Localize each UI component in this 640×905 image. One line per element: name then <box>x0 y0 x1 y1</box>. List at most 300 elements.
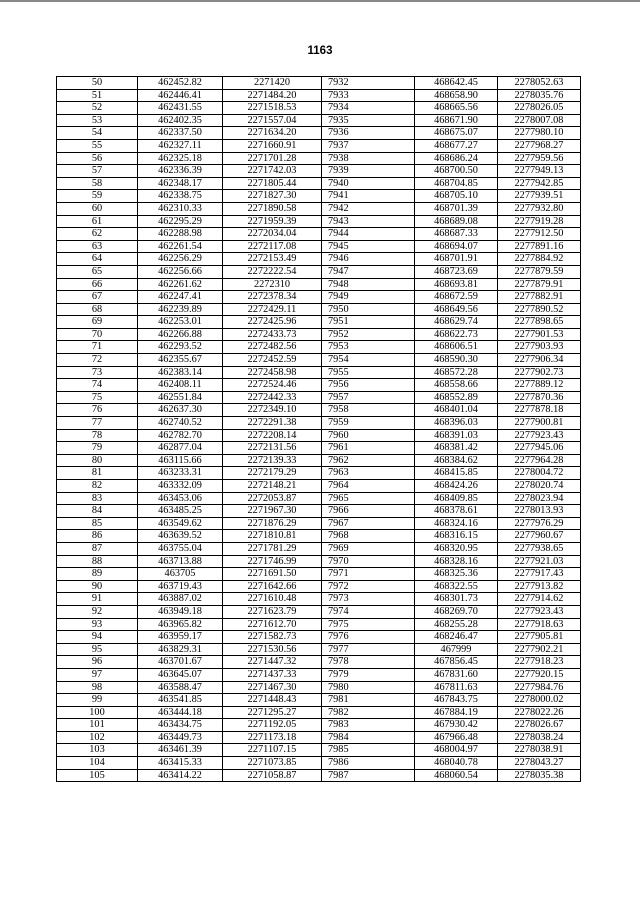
table-cell: 462383.14 <box>138 366 223 379</box>
table-cell: 463415.33 <box>138 757 223 770</box>
table-cell: 2278020.74 <box>498 480 581 493</box>
table-cell: 2272148.21 <box>223 480 322 493</box>
table-row <box>57 228 581 241</box>
table-cell: 468701.39 <box>415 202 498 215</box>
table-cell: 2271876.29 <box>223 517 322 530</box>
table-cell: 2277964.28 <box>498 454 581 467</box>
table-cell: 2278026.05 <box>498 102 581 115</box>
table-cell: 7978 <box>322 656 415 669</box>
table-cell: 2271634.20 <box>223 127 322 140</box>
table-cell: 7976 <box>322 631 415 644</box>
table-cell: 7960 <box>322 429 415 442</box>
table-cell: 468301.73 <box>415 593 498 606</box>
table-cell: 73 <box>57 366 138 379</box>
table-cell: 2277921.03 <box>498 555 581 568</box>
table-cell: 79 <box>57 442 138 455</box>
table-cell: 97 <box>57 668 138 681</box>
table-cell: 462261.62 <box>138 278 223 291</box>
table-cell: 92 <box>57 605 138 618</box>
table-cell: 468322.55 <box>415 580 498 593</box>
table-cell: 7967 <box>322 517 415 530</box>
table-cell: 2272442.33 <box>223 391 322 404</box>
table-cell: 463434.75 <box>138 719 223 732</box>
table-cell: 2277902.73 <box>498 366 581 379</box>
table-cell: 462431.55 <box>138 102 223 115</box>
table-cell: 462446.41 <box>138 89 223 102</box>
table-row <box>57 467 581 480</box>
table-cell: 2277901.53 <box>498 328 581 341</box>
table-row <box>57 190 581 203</box>
table-cell: 2278004.72 <box>498 467 581 480</box>
table-cell: 468381.42 <box>415 442 498 455</box>
table-cell: 2271192.05 <box>223 719 322 732</box>
table-cell: 468552.89 <box>415 391 498 404</box>
table-cell: 468391.03 <box>415 429 498 442</box>
table-cell: 468671.90 <box>415 114 498 127</box>
table-cell: 463461.39 <box>138 744 223 757</box>
table-cell: 468255.28 <box>415 618 498 631</box>
table-cell: 2277900.81 <box>498 417 581 430</box>
table-cell: 2272349.10 <box>223 404 322 417</box>
table-cell: 7941 <box>322 190 415 203</box>
table-cell: 7947 <box>322 265 415 278</box>
table-cell: 462408.11 <box>138 379 223 392</box>
table-cell: 95 <box>57 643 138 656</box>
table-cell: 2278035.76 <box>498 89 581 102</box>
table-cell: 2271467.30 <box>223 681 322 694</box>
table-cell: 7984 <box>322 731 415 744</box>
table-cell: 2277890.52 <box>498 303 581 316</box>
table-cell: 7949 <box>322 291 415 304</box>
table-cell: 72 <box>57 354 138 367</box>
table-cell: 86 <box>57 530 138 543</box>
table-cell: 65 <box>57 265 138 278</box>
table-cell: 100 <box>57 706 138 719</box>
table-cell: 7948 <box>322 278 415 291</box>
table-row <box>57 379 581 392</box>
table-cell: 468424.26 <box>415 480 498 493</box>
table-cell: 462239.89 <box>138 303 223 316</box>
table-cell: 7985 <box>322 744 415 757</box>
table-cell: 68 <box>57 303 138 316</box>
coordinates-table <box>56 76 581 782</box>
table-cell: 463541.85 <box>138 694 223 707</box>
table-cell: 7966 <box>322 505 415 518</box>
table-row <box>57 177 581 190</box>
table-cell: 7987 <box>322 769 415 782</box>
table-row <box>57 530 581 543</box>
table-row <box>57 757 581 770</box>
table-cell: 2277870.36 <box>498 391 581 404</box>
table-cell: 2277960.67 <box>498 530 581 543</box>
table-row <box>57 391 581 404</box>
table-cell: 59 <box>57 190 138 203</box>
table-cell: 2277939.51 <box>498 190 581 203</box>
table-cell: 2278035.38 <box>498 769 581 782</box>
table-cell: 462355.67 <box>138 354 223 367</box>
table-cell: 2277913.82 <box>498 580 581 593</box>
table-row <box>57 505 581 518</box>
table-cell: 7954 <box>322 354 415 367</box>
table-cell: 2277906.34 <box>498 354 581 367</box>
table-cell: 463705 <box>138 568 223 581</box>
table-row <box>57 769 581 782</box>
table-cell: 2272482.56 <box>223 341 322 354</box>
table-cell: 51 <box>57 89 138 102</box>
table-cell: 468672.59 <box>415 291 498 304</box>
table-cell: 87 <box>57 542 138 555</box>
table-cell: 7953 <box>322 341 415 354</box>
table-cell: 2272458.98 <box>223 366 322 379</box>
table-row <box>57 354 581 367</box>
table-cell: 2271742.03 <box>223 165 322 178</box>
table-row <box>57 114 581 127</box>
table-row <box>57 517 581 530</box>
table-cell: 2271437.33 <box>223 668 322 681</box>
table-cell: 468649.56 <box>415 303 498 316</box>
table-cell: 7940 <box>322 177 415 190</box>
table-cell: 84 <box>57 505 138 518</box>
table-cell: 2272153.49 <box>223 253 322 266</box>
table-cell: 2272208.14 <box>223 429 322 442</box>
table-cell: 2272034.04 <box>223 228 322 241</box>
table-cell: 2277923.43 <box>498 605 581 618</box>
table-cell: 54 <box>57 127 138 140</box>
table-cell: 468328.16 <box>415 555 498 568</box>
table-cell: 98 <box>57 681 138 694</box>
table-cell: 467884.19 <box>415 706 498 719</box>
table-cell: 7957 <box>322 391 415 404</box>
table-cell: 463588.47 <box>138 681 223 694</box>
table-cell: 463713.88 <box>138 555 223 568</box>
table-cell: 60 <box>57 202 138 215</box>
table-cell: 61 <box>57 215 138 228</box>
table-cell: 2272131.56 <box>223 442 322 455</box>
table-cell: 74 <box>57 379 138 392</box>
table-row <box>57 631 581 644</box>
table-cell: 468705.10 <box>415 190 498 203</box>
table-cell: 468701.91 <box>415 253 498 266</box>
table-row <box>57 454 581 467</box>
table-cell: 2271691.50 <box>223 568 322 581</box>
table-cell: 7937 <box>322 139 415 152</box>
table-cell: 2271557.04 <box>223 114 322 127</box>
table-cell: 2277949.13 <box>498 165 581 178</box>
table-cell: 7970 <box>322 555 415 568</box>
table-cell: 2271610.48 <box>223 593 322 606</box>
table-cell: 2271447.32 <box>223 656 322 669</box>
table-row <box>57 328 581 341</box>
table-cell: 462452.82 <box>138 77 223 90</box>
table-cell: 64 <box>57 253 138 266</box>
table-cell: 468723.69 <box>415 265 498 278</box>
table-cell: 2271810.81 <box>223 530 322 543</box>
table-cell: 7952 <box>322 328 415 341</box>
table-cell: 2271967.30 <box>223 505 322 518</box>
table-cell: 468689.08 <box>415 215 498 228</box>
table-cell: 2271484.20 <box>223 89 322 102</box>
table-cell: 462288.98 <box>138 228 223 241</box>
table-row <box>57 555 581 568</box>
table-cell: 468590.30 <box>415 354 498 367</box>
table-row <box>57 706 581 719</box>
table-cell: 7945 <box>322 240 415 253</box>
table-cell: 462325.18 <box>138 152 223 165</box>
table-cell: 2278052.63 <box>498 77 581 90</box>
table-cell: 101 <box>57 719 138 732</box>
table-row <box>57 253 581 266</box>
table-cell: 2278007.08 <box>498 114 581 127</box>
table-row <box>57 656 581 669</box>
table-cell: 96 <box>57 656 138 669</box>
table-cell: 2272310 <box>223 278 322 291</box>
table-cell: 2271530.56 <box>223 643 322 656</box>
table-cell: 467831.60 <box>415 668 498 681</box>
table-cell: 468320.95 <box>415 542 498 555</box>
table-cell: 463829.31 <box>138 643 223 656</box>
table-cell: 78 <box>57 429 138 442</box>
table-cell: 462637.30 <box>138 404 223 417</box>
table-cell: 2272053.87 <box>223 492 322 505</box>
table-cell: 7986 <box>322 757 415 770</box>
table-cell: 2277914.62 <box>498 593 581 606</box>
table-row <box>57 618 581 631</box>
table-cell: 2271890.58 <box>223 202 322 215</box>
table-cell: 467930.42 <box>415 719 498 732</box>
table-row <box>57 593 581 606</box>
table-cell: 468558.66 <box>415 379 498 392</box>
table-cell: 53 <box>57 114 138 127</box>
table-cell: 2271582.73 <box>223 631 322 644</box>
coordinates-table-body <box>57 77 581 782</box>
table-row <box>57 291 581 304</box>
table-cell: 105 <box>57 769 138 782</box>
table-cell: 2271612.70 <box>223 618 322 631</box>
table-cell: 7968 <box>322 530 415 543</box>
table-cell: 2278013.93 <box>498 505 581 518</box>
table-row <box>57 643 581 656</box>
table-cell: 2277902.21 <box>498 643 581 656</box>
table-cell: 7963 <box>322 467 415 480</box>
table-row <box>57 681 581 694</box>
table-cell: 2277879.91 <box>498 278 581 291</box>
table-cell: 2277884.92 <box>498 253 581 266</box>
table-cell: 7962 <box>322 454 415 467</box>
table-cell: 2271420 <box>223 77 322 90</box>
table-cell: 7974 <box>322 605 415 618</box>
table-row <box>57 429 581 442</box>
table-cell: 463719.43 <box>138 580 223 593</box>
table-cell: 76 <box>57 404 138 417</box>
table-cell: 462327.11 <box>138 139 223 152</box>
table-cell: 468060.54 <box>415 769 498 782</box>
table-cell: 7965 <box>322 492 415 505</box>
top-border <box>0 0 640 2</box>
table-row <box>57 605 581 618</box>
table-cell: 2272117.08 <box>223 240 322 253</box>
table-cell: 2277980.10 <box>498 127 581 140</box>
table-cell: 70 <box>57 328 138 341</box>
table-row <box>57 694 581 707</box>
table-row <box>57 744 581 757</box>
table-cell: 463485.25 <box>138 505 223 518</box>
table-cell: 67 <box>57 291 138 304</box>
table-cell: 462247.41 <box>138 291 223 304</box>
table-cell: 77 <box>57 417 138 430</box>
table-cell: 468694.07 <box>415 240 498 253</box>
table-cell: 468316.15 <box>415 530 498 543</box>
table-cell: 468396.03 <box>415 417 498 430</box>
table-cell: 2277898.65 <box>498 316 581 329</box>
table-cell: 467843.75 <box>415 694 498 707</box>
table-row <box>57 77 581 90</box>
table-cell: 462310.33 <box>138 202 223 215</box>
table-cell: 7951 <box>322 316 415 329</box>
table-cell: 7934 <box>322 102 415 115</box>
table-cell: 2277919.28 <box>498 215 581 228</box>
table-cell: 2277917.43 <box>498 568 581 581</box>
table-cell: 462348.17 <box>138 177 223 190</box>
table-cell: 468409.85 <box>415 492 498 505</box>
table-cell: 468675.07 <box>415 127 498 140</box>
table-cell: 2277912.50 <box>498 228 581 241</box>
table-row <box>57 341 581 354</box>
table-cell: 468004.97 <box>415 744 498 757</box>
table-row <box>57 731 581 744</box>
table-cell: 2277976.29 <box>498 517 581 530</box>
table-cell: 467966.48 <box>415 731 498 744</box>
table-cell: 2271660.91 <box>223 139 322 152</box>
table-cell: 462551.84 <box>138 391 223 404</box>
table-row <box>57 580 581 593</box>
table-cell: 7933 <box>322 89 415 102</box>
table-row <box>57 480 581 493</box>
table-cell: 57 <box>57 165 138 178</box>
table-cell: 463965.82 <box>138 618 223 631</box>
table-cell: 7932 <box>322 77 415 90</box>
table-cell: 462877.04 <box>138 442 223 455</box>
table-row <box>57 417 581 430</box>
table-cell: 462338.75 <box>138 190 223 203</box>
table-cell: 7961 <box>322 442 415 455</box>
table-cell: 7959 <box>322 417 415 430</box>
table-row <box>57 215 581 228</box>
table-cell: 7950 <box>322 303 415 316</box>
table-cell: 462293.52 <box>138 341 223 354</box>
table-row <box>57 202 581 215</box>
table-cell: 2277984.76 <box>498 681 581 694</box>
table-cell: 7944 <box>322 228 415 241</box>
table-cell: 468629.74 <box>415 316 498 329</box>
table-cell: 463887.02 <box>138 593 223 606</box>
table-cell: 52 <box>57 102 138 115</box>
table-cell: 468572.28 <box>415 366 498 379</box>
table-cell: 7964 <box>322 480 415 493</box>
table-cell: 2277889.12 <box>498 379 581 392</box>
table-cell: 462256.66 <box>138 265 223 278</box>
table-cell: 462402.35 <box>138 114 223 127</box>
table-cell: 2271781.29 <box>223 542 322 555</box>
table-cell: 7938 <box>322 152 415 165</box>
table-cell: 2278043.27 <box>498 757 581 770</box>
table-cell: 463755.04 <box>138 542 223 555</box>
table-cell: 2277920.15 <box>498 668 581 681</box>
table-cell: 462782.70 <box>138 429 223 442</box>
table-row <box>57 152 581 165</box>
table-row <box>57 668 581 681</box>
table-cell: 50 <box>57 77 138 90</box>
table-cell: 7980 <box>322 681 415 694</box>
table-cell: 7971 <box>322 568 415 581</box>
table-cell: 462295.29 <box>138 215 223 228</box>
table-cell: 2271448.43 <box>223 694 322 707</box>
table-cell: 468704.85 <box>415 177 498 190</box>
table-row <box>57 89 581 102</box>
table-cell: 2271827.30 <box>223 190 322 203</box>
table-cell: 468687.33 <box>415 228 498 241</box>
table-cell: 463115.66 <box>138 454 223 467</box>
table-cell: 468665.56 <box>415 102 498 115</box>
table-cell: 468622.73 <box>415 328 498 341</box>
table-cell: 91 <box>57 593 138 606</box>
table-cell: 2272524.46 <box>223 379 322 392</box>
table-cell: 2271959.39 <box>223 215 322 228</box>
table-cell: 463332.09 <box>138 480 223 493</box>
table-cell: 58 <box>57 177 138 190</box>
table-cell: 2277923.43 <box>498 429 581 442</box>
table-row <box>57 492 581 505</box>
table-cell: 468606.51 <box>415 341 498 354</box>
table-cell: 7958 <box>322 404 415 417</box>
table-cell: 463645.07 <box>138 668 223 681</box>
table-cell: 83 <box>57 492 138 505</box>
table-row <box>57 442 581 455</box>
table-cell: 468693.81 <box>415 278 498 291</box>
table-cell: 99 <box>57 694 138 707</box>
table-cell: 468415.85 <box>415 467 498 480</box>
table-row <box>57 102 581 115</box>
table-cell: 2278038.24 <box>498 731 581 744</box>
table-row <box>57 404 581 417</box>
table-cell: 462266.88 <box>138 328 223 341</box>
table-cell: 75 <box>57 391 138 404</box>
table-cell: 2277938.65 <box>498 542 581 555</box>
table-cell: 2272222.54 <box>223 265 322 278</box>
table-row <box>57 568 581 581</box>
table-cell: 2277918.63 <box>498 618 581 631</box>
table-cell: 2271073.85 <box>223 757 322 770</box>
table-cell: 463233.31 <box>138 467 223 480</box>
table-cell: 2272452.59 <box>223 354 322 367</box>
table-cell: 468246.47 <box>415 631 498 644</box>
table-cell: 2277879.59 <box>498 265 581 278</box>
table-cell: 2272179.29 <box>223 467 322 480</box>
table-cell: 7982 <box>322 706 415 719</box>
table-cell: 2272433.73 <box>223 328 322 341</box>
table-cell: 468658.90 <box>415 89 498 102</box>
table-cell: 2277942.85 <box>498 177 581 190</box>
table-row <box>57 303 581 316</box>
table-cell: 2271173.18 <box>223 731 322 744</box>
table-cell: 93 <box>57 618 138 631</box>
table-cell: 88 <box>57 555 138 568</box>
table-cell: 467999 <box>415 643 498 656</box>
table-cell: 7935 <box>322 114 415 127</box>
table-cell: 468384.62 <box>415 454 498 467</box>
table-cell: 462336.39 <box>138 165 223 178</box>
table-cell: 71 <box>57 341 138 354</box>
table-cell: 7983 <box>322 719 415 732</box>
